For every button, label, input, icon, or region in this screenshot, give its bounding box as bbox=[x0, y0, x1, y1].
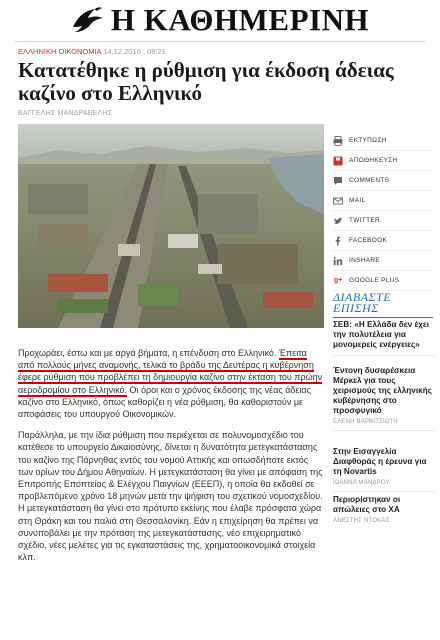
bird-logo-icon bbox=[71, 5, 105, 35]
related-heading-rule bbox=[333, 317, 433, 318]
related-item[interactable] bbox=[333, 495, 435, 524]
related-item[interactable] bbox=[333, 366, 435, 431]
share-label: COMMENTS bbox=[349, 177, 390, 184]
article-photo-aerial-airport bbox=[18, 124, 324, 328]
save-icon bbox=[333, 156, 343, 166]
related-heading-line1: ΔΙΑΒΑΣΤΕ bbox=[333, 290, 392, 304]
paragraph-sentence: Οι όροι και ο χρόνος έκδοσης της νέας άδειας καζίνο στο Ελληνικό, όπως καθορίζει η νέα ρύθμιση, θα καθοριστούν με αποφάσεις του υπουργού Οικονομικών. bbox=[18, 384, 311, 420]
related-item-author[interactable]: ΑΝΕΣΤΗΣ ΝΤΟΚΑΣ bbox=[333, 518, 390, 524]
share-label: TWITTER bbox=[349, 217, 380, 224]
related-item-author[interactable]: ΕΛΕΝΗ ΒΑΡΒΙΤΣΙΩΤΗ bbox=[333, 419, 398, 425]
comments-icon bbox=[333, 176, 343, 186]
print-icon bbox=[333, 136, 343, 146]
google-plus-icon: g+ bbox=[333, 277, 343, 284]
article-paragraph-2: Παράλληλα, με την ίδια ρύθμιση που περιέχεται σε πολυνομοσχέδιο του κατέθεσε το υπουργείο Δικαιοσύνης, δίνεται η δυνατότητα μετεγκατάστασης του καζίνο της Πάρνηθας εντός του νομού Αττικής και οπωσδήποτε εκτός των ορίων του Δήμου Αθηναίων. Η μετεγκατάσταση θα γίνει με απόφαση της Επιτροπής Εποπτείας & Ελέγχου Παιγνίων (ΕΕΕΠ), η οποία θα εκδοθεί σε προβλεπόμενο χρόνο 18 μηνών μετά την ψήφιση του σχετικού νομοσχεδίου. Η μετεγκατάσταση θα γίνει στο πρότυπο εκείνης που έλαβε πρόσφατα χώρα στη Θράκη και του παλιά στη Θεσσαλονίκη. Εάν η επιχείρηση θα πρέπει να συνυποβάλει με την πρόταση της μετεγκατάστασης, νέο επιχειρηματικό σχέδιο, νέες μελέτες για τις εγκαταστάσεις της, χρηματοοικονομικά στοιχεία κλπ. bbox=[18, 430, 323, 563]
twitter-icon bbox=[333, 216, 343, 226]
share-save[interactable] bbox=[333, 151, 433, 171]
share-label: GOOGLE PLUS bbox=[349, 277, 400, 284]
related-heading bbox=[333, 292, 433, 318]
brand-title: Η ΚΑΘΗΜΕΡΙΝΗ bbox=[110, 2, 370, 37]
share-label: ΑΠΟΘΗΚΕΥΣΗ bbox=[349, 157, 398, 164]
linkedin-icon bbox=[333, 256, 343, 266]
share-facebook[interactable] bbox=[333, 231, 433, 251]
share-comments[interactable] bbox=[333, 171, 433, 191]
related-item-title[interactable]: Περιορίστηκαν οι απώλειες στο ΧΑ bbox=[333, 495, 401, 514]
share-google-plus[interactable] bbox=[333, 271, 433, 291]
article-datetime: 14.12.2016 : 08:21 bbox=[103, 47, 166, 56]
share-label: INSHARE bbox=[349, 257, 380, 264]
share-label: FACEBOOK bbox=[349, 237, 388, 244]
article-paragraph-1 bbox=[18, 347, 324, 420]
masthead[interactable] bbox=[0, 0, 440, 40]
mail-icon bbox=[333, 196, 343, 206]
article-headline: Κατατέθηκε η ρύθμιση για έκδοση άδειας καζίνο στο Ελληνικό bbox=[18, 58, 394, 105]
related-item-title[interactable]: Στην Εισαγγελία Διαφθοράς η έρευνα για τη Novartis bbox=[333, 447, 427, 476]
share-toolbar bbox=[333, 131, 433, 291]
share-print[interactable] bbox=[333, 131, 433, 151]
related-heading-line2: ΕΠΙΣΗΣ bbox=[333, 301, 379, 315]
divider bbox=[333, 491, 435, 492]
share-twitter[interactable] bbox=[333, 211, 433, 231]
divider bbox=[333, 355, 435, 356]
underlined-passage: Έπειτα από πολλούς μήνες αναμονής, τελικά το βράδυ της Δευτέρας η κυβέρνηση έφερε ρύθμιση που προβλέπει τη δημιουργία καζίνο στην έκταση του πρώην αεροδρομίου στο Ελληνικό. bbox=[18, 348, 323, 395]
facebook-icon bbox=[333, 236, 343, 246]
article-body bbox=[18, 347, 324, 572]
related-item[interactable] bbox=[333, 447, 435, 492]
related-item-title[interactable]: Έντονη δυσαρέσκεια Μέρκελ για τους χειρισμούς της ελληνικής κυβέρνησης στο προσφυγικό bbox=[333, 366, 432, 415]
share-label: ΕΚΤΥΠΩΣΗ bbox=[349, 137, 387, 144]
divider bbox=[333, 430, 435, 431]
article-meta bbox=[18, 47, 166, 56]
related-item-title[interactable]: ΣΕΒ: «Η Ελλάδα δεν έχει την πολυτέλεια για μονομερείς ενέργειες» bbox=[333, 320, 430, 349]
related-item[interactable] bbox=[333, 320, 435, 356]
share-linkedin[interactable] bbox=[333, 251, 433, 271]
share-label: MAIL bbox=[349, 197, 366, 204]
related-item-author[interactable]: ΙΩΑΝΝΑ ΜΑΝΔΡΟΥ bbox=[333, 480, 390, 486]
article-category[interactable]: ΕΛΛΗΝΙΚΗ ΟΙΚΟΝΟΜΙΑ bbox=[18, 47, 102, 56]
share-mail[interactable] bbox=[333, 191, 433, 211]
article-author[interactable]: ΒΑΓΓΕΛΗΣ ΜΑΝΔΡΑΒΕΛΗΣ bbox=[18, 110, 113, 117]
masthead-divider bbox=[14, 41, 426, 42]
paragraph-sentence: Προχωράει, έστω και με αργά βήματα, η επένδυση στο Ελληνικό. bbox=[18, 348, 277, 358]
